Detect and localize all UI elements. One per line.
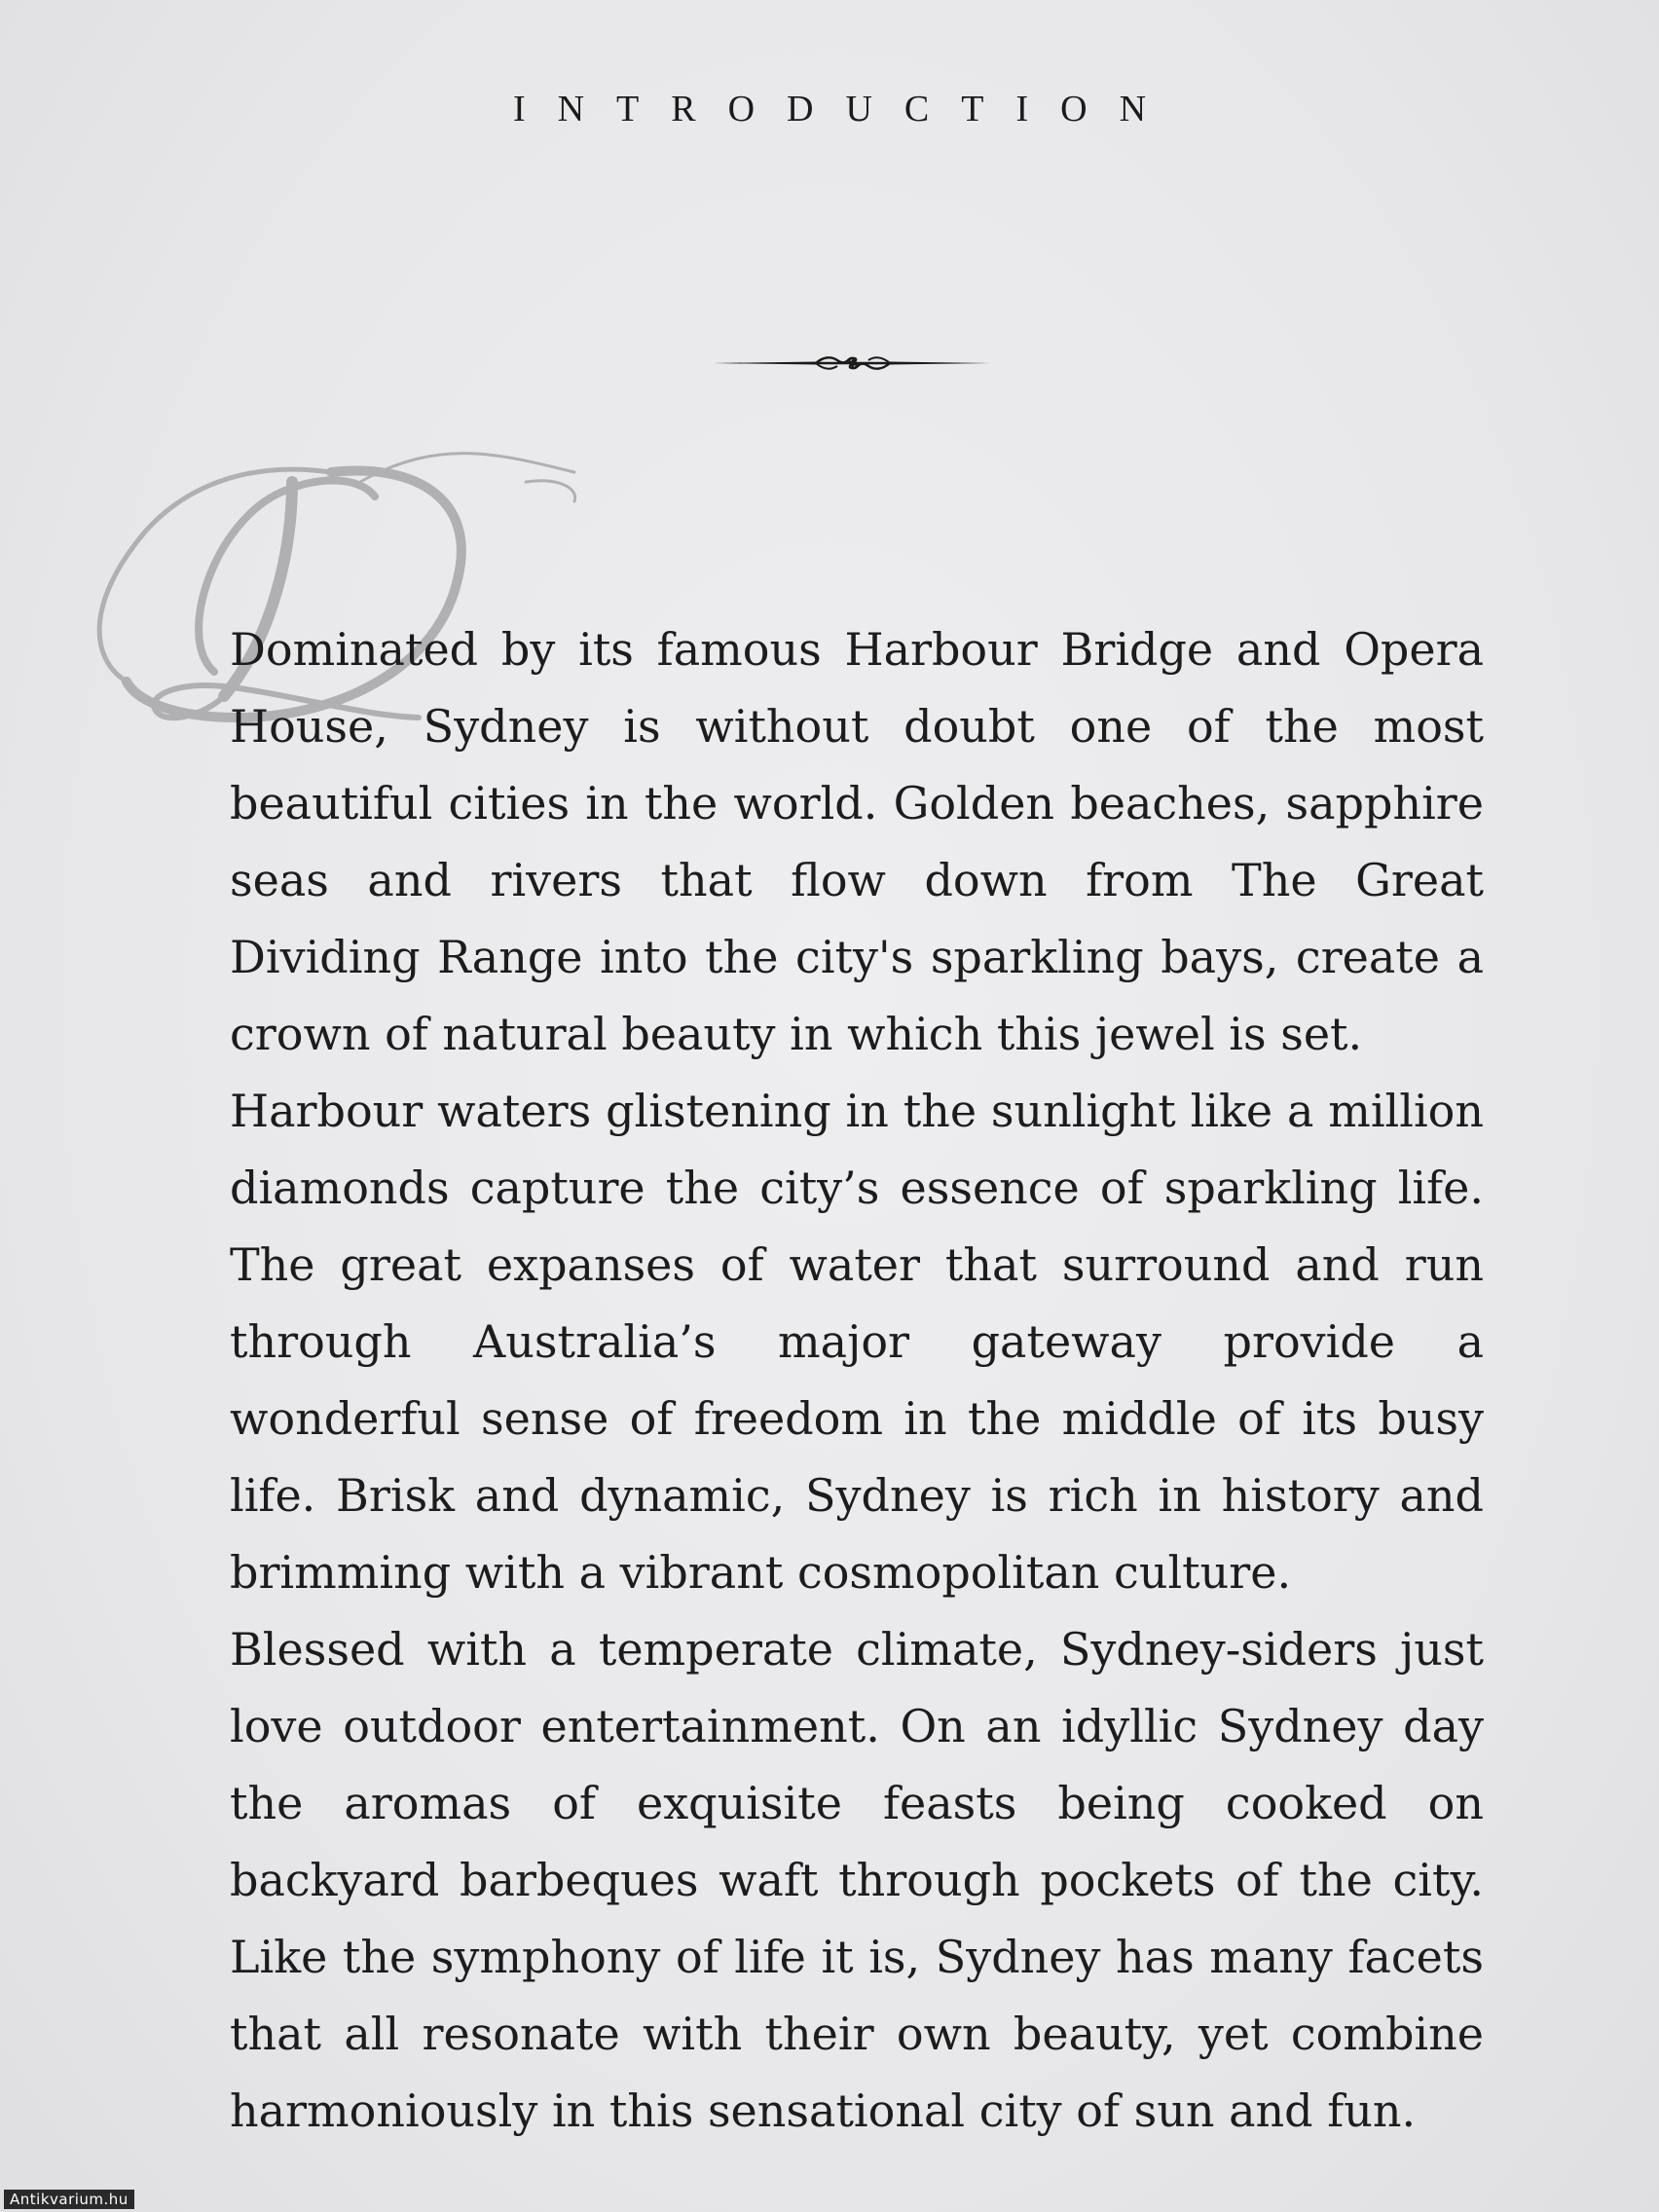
scroll-divider-icon: [711, 347, 995, 380]
paragraph-3: Blessed with a temperate climate, Sydney-siders just love outdoor entertainment. On an idyllic Sydney day the aromas of exquisite feasts being cooked on backyard barbeques waft through pockets of the city. Like the symphony of life it is, Sydney has many facets that all resonate with their own beauty, yet combine harmoniously in this sensational city of sun and fun.: [230, 1623, 1484, 2137]
page-heading: INTRODUCTION: [512, 89, 1179, 129]
watermark: Antikvarium.hu: [4, 2190, 134, 2209]
paragraph-1: Dominated by its famous Harbour Bridge and Opera House, Sydney is without doubt one of the most beautiful cities in the world. Golden beaches, sapphire seas and rivers that flow down from The Great Dividing Range into the city's sparkling bays, create a crown of natural beauty in which this jewel is set.: [230, 623, 1484, 1060]
intro-body: [230, 611, 1484, 2150]
paragraph-2: Harbour waters glistening in the sunlight like a million diamonds capture the city’s essence of sparkling life. The great expanses of water that surround and run through Australia’s major gateway provide a wonderful sense of freedom in the middle of its busy life. Brisk and dynamic, Sydney is rich in history and brimming with a vibrant cosmopolitan culture.: [230, 1085, 1484, 1599]
